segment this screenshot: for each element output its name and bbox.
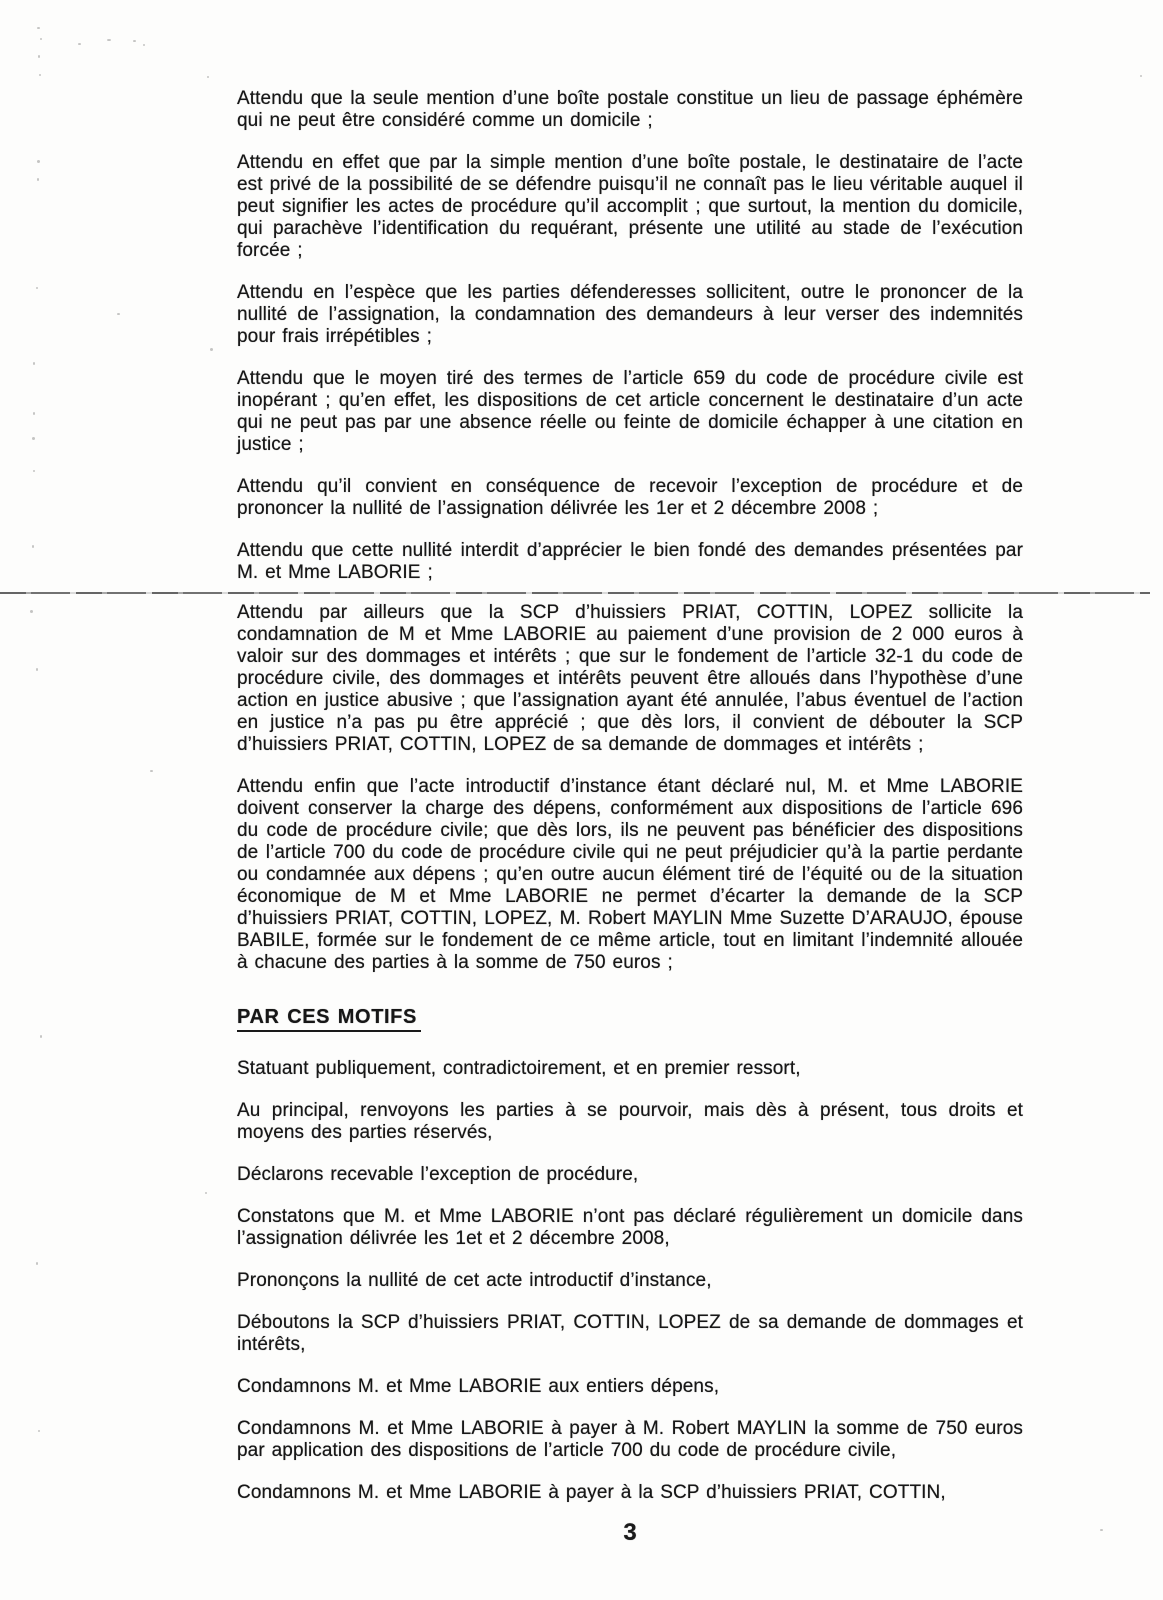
dispositif-paragraph-7: Condamnons M. et Mme LABORIE aux entiers dépens, bbox=[237, 1376, 720, 1397]
dispositif-paragraph-2: Au principal, renvoyons les parties à se pourvoir, mais dès à présent, tous droits et moyens des parties réservés, bbox=[237, 1100, 1023, 1143]
dispositif-paragraph-5: Prononçons la nullité de cet acte introductif d’instance, bbox=[237, 1270, 712, 1291]
dispositif-paragraph-3: Déclarons recevable l’exception de procédure, bbox=[237, 1164, 639, 1185]
scan-speckle bbox=[36, 668, 38, 671]
scan-speckle bbox=[210, 348, 213, 351]
scan-speckle bbox=[40, 1035, 42, 1038]
dispositif-paragraph-8: Condamnons M. et Mme LABORIE à payer à M. Robert MAYLIN la somme de 750 euros par application des dispositions de l’article 700 du code de procédure civile, bbox=[237, 1418, 1023, 1461]
scan-speckle bbox=[78, 43, 81, 45]
dispositif-paragraph-6: Déboutons la SCP d’huissiers PRIAT, COTTIN, LOPEZ de sa demande de dommages et intérêts, bbox=[237, 1312, 1023, 1355]
scan-speckle bbox=[150, 770, 153, 772]
scan-speckle bbox=[1140, 75, 1142, 77]
scan-speckle bbox=[33, 470, 35, 472]
scan-speckle bbox=[1100, 1529, 1103, 1531]
dispositif-paragraph-4: Constatons que M. et Mme LABORIE n’ont pas déclaré régulièrement un domicile dans l’assignation délivrée les 1et et 2 décembre 2008, bbox=[237, 1206, 1023, 1249]
scan-speckle bbox=[207, 76, 209, 78]
scan-speckle bbox=[37, 160, 40, 163]
attendu-paragraph-2: Attendu en effet que par la simple mention d’une boîte postale, le destinataire de l’acte est privé de la possibilité de se défendre puisqu’il ne connaît pas le lieu véritable auquel il peut signifier les actes de procédure qu’il accomplit ; que surtout, la mention du domicile, qui parachève l’identification du requérant, présente une utilité au stade de l’exécution forcée ; bbox=[237, 152, 1023, 261]
dispositif-paragraph-1: Statuant publiquement, contradictoirement, et en premier ressort, bbox=[237, 1058, 801, 1079]
heading-underline-text: PAR CES MOTIFS bbox=[237, 1006, 421, 1032]
attendu-paragraph-3: Attendu en l’espèce que les parties défenderesses sollicitent, outre le prononcer de la nullité de l’assignation, la condamnation des demandeurs à leur verser des indemnités pour frais irrépétibles ; bbox=[237, 282, 1023, 347]
scan-speckle bbox=[107, 39, 111, 41]
section-heading-par-ces-motifs bbox=[237, 1006, 1023, 1032]
scan-speckle bbox=[117, 313, 120, 315]
text-column bbox=[237, 88, 1023, 1524]
attendu-paragraph-5: Attendu qu’il convient en conséquence de recevoir l’exception de procédure et de prononcer la nullité de l’assignation délivrée les 1er et 2 décembre 2008 ; bbox=[237, 476, 1023, 519]
scan-speckle bbox=[32, 545, 34, 548]
scan-speckle bbox=[30, 610, 33, 613]
scan-speckle bbox=[36, 287, 38, 289]
scan-speckle bbox=[37, 27, 40, 29]
attendu-paragraph-1: Attendu que la seule mention d’une boîte postale constitue un lieu de passage éphémère qui ne peut être considéré comme un domicile ; bbox=[237, 88, 1023, 131]
scan-speckle bbox=[133, 40, 136, 42]
attendu-paragraph-8: Attendu enfin que l’acte introductif d’instance étant déclaré nul, M. et Mme LABORIE doivent conserver la charge des dépens, conformément aux dispositions de l’article 696 du code de procédure civile; que dès lors, ils ne peuvent pas bénéficier des dispositions de l’article 700 du code de procédure civile qui ne peut préjudicier qu’à la partie perdante ou condamnée aux dépens ; qu’en outre aucun élément tiré de l’équité ou de la situation économique de M et Mme LABORIE ne permet d’écarter la demande de la SCP d’huissiers PRIAT, COTTIN, LOPEZ, M. Robert MAYLIN Mme Suzette D’ARAUJO, épouse BABILE, formée sur le fondement de ce même article, tout en limitant l’indemnité allouée à chacune des parties à la somme de 750 euros ; bbox=[237, 776, 1023, 973]
page-number: 3 bbox=[623, 1519, 637, 1546]
scan-speckle bbox=[33, 362, 35, 365]
scan-speckle bbox=[36, 1262, 38, 1265]
attendu-paragraph-4: Attendu que le moyen tiré des termes de l’article 659 du code de procédure civile est inopérant ; qu’en effet, les dispositions de cet article concernent le destinataire d’un acte qui ne peut pas par une absence réelle ou feinte de domicile échapper à une citation en justice ; bbox=[237, 368, 1023, 455]
scan-speckle bbox=[40, 38, 42, 40]
attendu-paragraph-6: Attendu que cette nullité interdit d’apprécier le bien fondé des demandes présentées par M. et Mme LABORIE ; bbox=[237, 540, 1023, 583]
scan-speckle bbox=[33, 412, 35, 415]
scan-speckle bbox=[205, 1192, 207, 1194]
attendu-paragraph-7: Attendu par ailleurs que la SCP d’huissiers PRIAT, COTTIN, LOPEZ sollicite la condamnation de M et Mme LABORIE au paiement d’une provision de 2 000 euros à valoir sur des dommages et intérêts ; que sur le fondement de l’article 32-1 du code de procédure civile, des dommages et intérêts peuvent être alloués dans l’hypothèse d’une action en justice abusive ; que l’assignation ayant été annulée, l’abus éventuel de l’action en justice n’a pas pu être apprécié ; que dès lors, il convient de débouter la SCP d’huissiers PRIAT, COTTIN, LOPEZ de sa demande de dommages et intérêts ; bbox=[237, 602, 1023, 755]
dispositif-paragraph-9: Condamnons M. et Mme LABORIE à payer à la SCP d’huissiers PRIAT, COTTIN, bbox=[237, 1482, 946, 1503]
scan-speckle bbox=[37, 178, 39, 181]
scan-speckle bbox=[32, 437, 35, 440]
horizontal-separator-line bbox=[0, 592, 1150, 594]
scan-speckle bbox=[39, 74, 41, 76]
scan-speckle bbox=[38, 1430, 40, 1432]
scan-speckle bbox=[38, 55, 40, 58]
scan-speckle bbox=[143, 44, 145, 46]
